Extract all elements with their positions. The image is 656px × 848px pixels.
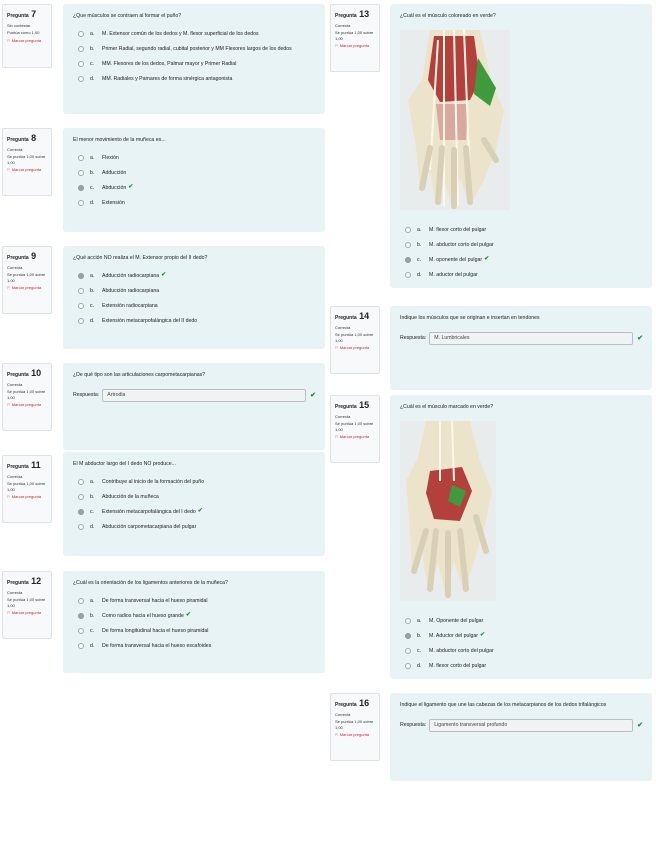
flag-question-button[interactable]: ⚐ Marcar pregunta — [7, 494, 42, 500]
answer-input[interactable]: Artrodia — [102, 389, 306, 402]
answer-option-d[interactable]: d. De forma transversal hacia el hueso escafoides — [73, 642, 316, 650]
check-icon: ✔ — [637, 722, 643, 730]
question-number: Pregunta 15 — [335, 400, 370, 410]
question-state: Correcta — [335, 23, 351, 29]
question-info-16 — [330, 693, 380, 761]
question-state: Correcta — [7, 382, 23, 388]
answer-option-c[interactable]: c. MM. Flexores de los dedos, Palmar mayor y Primer Radial — [73, 60, 316, 68]
answer-row — [73, 389, 316, 402]
answer-option-a[interactable]: a. Adducción radiocarpiana ✔ — [73, 272, 316, 280]
question-text: ¿Cuál es la orientación de los ligamentos anteriores de la muñeca? — [73, 580, 228, 586]
answer-option-c[interactable]: c. M. abductor corto del pulgar — [400, 647, 643, 655]
flag-question-button[interactable]: ⚐ Marcar pregunta — [7, 610, 42, 616]
question-state: Correcta — [7, 265, 23, 271]
radio-button[interactable] — [405, 272, 411, 278]
check-icon: ✔ — [161, 271, 167, 278]
answer-option-c[interactable]: c. M. oponente del pulgar ✔ — [400, 256, 643, 264]
question-content-7 — [63, 4, 325, 114]
flag-question-button[interactable]: ⚐ Marcar pregunta — [335, 732, 370, 738]
question-state: Correcta — [7, 474, 23, 480]
question-text: Indique los músculos que se originan e insertan en tendones — [400, 315, 540, 321]
flag-question-button[interactable]: ⚐ Marcar pregunta — [335, 345, 370, 351]
radio-button[interactable] — [78, 494, 84, 500]
question-info-12 — [2, 571, 52, 639]
question-number: Pregunta 12 — [7, 576, 42, 586]
flag-question-button[interactable]: ⚐ Marcar pregunta — [7, 167, 42, 173]
radio-button[interactable] — [405, 227, 411, 233]
radio-button[interactable] — [78, 524, 84, 530]
check-icon: ✔ — [637, 335, 643, 343]
flag-icon: ⚐ — [7, 285, 11, 291]
question-content-13 — [390, 4, 652, 288]
question-number: Pregunta 8 — [7, 133, 37, 143]
question-state: Sin contestar — [7, 23, 31, 29]
answer-label: Respuesta: — [400, 335, 427, 342]
question-content-9 — [63, 246, 325, 349]
radio-button[interactable] — [78, 479, 84, 485]
check-icon: ✔ — [197, 507, 203, 514]
answer-option-b[interactable]: b. Adducción — [73, 169, 316, 177]
answer-option-b[interactable]: b. Como radios hacia el hueso grande ✔ — [73, 612, 316, 620]
question-number: Pregunta 10 — [7, 368, 42, 378]
answer-option-d[interactable]: d. M. aductor del pulgar — [400, 271, 643, 279]
question-number: Pregunta 16 — [335, 698, 370, 708]
question-info-14 — [330, 306, 380, 374]
question-info-10 — [2, 363, 52, 431]
radio-button[interactable] — [78, 46, 84, 52]
answer-option-a[interactable]: a. De forma transversal hacia el hueso piramidal — [73, 597, 316, 605]
question-text: Indique el ligamento que une las cabezas de los metacarpianos de los dedos trifalángicos — [400, 702, 607, 708]
answer-option-b[interactable]: b. M. Aductor del pulgar ✔ — [400, 632, 643, 640]
question-content-8 — [63, 128, 325, 232]
answer-label: Respuesta: — [400, 722, 427, 729]
radio-button[interactable] — [78, 643, 84, 649]
question-content-15 — [390, 395, 652, 679]
question-grade: Se puntúa 1,00 sobre 1,00 — [335, 331, 374, 343]
question-grade: Se puntúa 1,00 sobre 1,00 — [7, 153, 46, 165]
question-grade: Puntúa como 1,00 — [7, 29, 40, 35]
radio-button[interactable] — [78, 288, 84, 294]
question-info-13 — [330, 4, 380, 72]
answer-option-a[interactable]: a. M. flexor corto del pulgar — [400, 226, 643, 234]
question-state: Correcta — [335, 712, 351, 718]
question-text: ¿Que músculos se contraen al formar el puño? — [73, 13, 182, 19]
radio-button[interactable] — [405, 663, 411, 669]
check-icon: ✔ — [185, 611, 191, 618]
question-grade: Se puntúa 1,00 sobre 1,00 — [335, 420, 374, 432]
check-icon: ✔ — [480, 631, 486, 638]
question-content-10 — [63, 363, 325, 450]
question-number: Pregunta 11 — [7, 460, 41, 470]
hand-anatomy-image — [400, 30, 643, 212]
question-state: Correcta — [335, 414, 351, 420]
question-grade: Se puntúa 1,00 sobre 1,00 — [335, 29, 374, 41]
flag-icon: ⚐ — [335, 43, 339, 49]
question-content-12 — [63, 571, 325, 673]
question-text: ¿Cuál es el músculo marcado en verde? — [400, 404, 494, 410]
flag-icon: ⚐ — [335, 732, 339, 738]
radio-button[interactable] — [405, 618, 411, 624]
radio-button-selected[interactable] — [78, 509, 84, 515]
radio-button[interactable] — [78, 318, 84, 324]
radio-button[interactable] — [78, 598, 84, 604]
answer-option-b[interactable]: b. Abducción de la muñeca — [73, 493, 316, 501]
radio-button-selected[interactable] — [78, 613, 84, 619]
radio-button-selected[interactable] — [405, 257, 411, 263]
flag-icon: ⚐ — [335, 345, 339, 351]
question-grade: Se puntúa 1,00 sobre 1,00 — [7, 271, 46, 283]
question-content-16 — [390, 693, 652, 781]
question-text: El M abductor largo del I dedo NO produce... — [73, 461, 176, 467]
check-icon: ✔ — [128, 183, 134, 190]
question-text: ¿De qué tipo son las articulaciones carpometacarpianas? — [73, 372, 206, 378]
hand-anatomy-image — [400, 421, 643, 603]
answer-row — [400, 332, 643, 345]
radio-button[interactable] — [78, 76, 84, 82]
answer-option-c[interactable]: c. Abducción ✔ — [73, 184, 316, 192]
radio-button-selected[interactable] — [78, 273, 84, 279]
flag-question-button[interactable]: ⚐ Marcar pregunta — [7, 285, 42, 291]
radio-button-selected[interactable] — [405, 633, 411, 639]
answer-option-a[interactable]: a. M. Oponente del pulgar — [400, 617, 643, 625]
question-grade: Se puntúa 1,00 sobre 1,00 — [335, 718, 374, 730]
radio-button[interactable] — [405, 648, 411, 654]
answer-input[interactable]: M. Lumbricales — [429, 332, 633, 345]
question-number: Pregunta 14 — [335, 311, 370, 321]
radio-button-selected[interactable] — [78, 185, 84, 191]
question-grade: Se puntúa 1,00 sobre 1,00 — [7, 596, 46, 608]
question-number: Pregunta 7 — [7, 9, 37, 19]
question-state: Correcta — [335, 325, 351, 331]
flag-question-button[interactable]: ⚐ Marcar pregunta — [335, 434, 370, 440]
radio-button[interactable] — [78, 155, 84, 161]
answer-option-d[interactable]: d. M. flexor corto del pulgar — [400, 662, 643, 670]
radio-button[interactable] — [78, 303, 84, 309]
question-number: Pregunta 9 — [7, 251, 37, 261]
check-icon: ✔ — [310, 392, 316, 400]
flag-icon: ⚐ — [7, 167, 11, 173]
flag-icon: ⚐ — [7, 402, 11, 408]
flag-question-button[interactable]: ⚐ Marcar pregunta — [7, 402, 42, 408]
answer-option-c[interactable]: c. De forma longitudinal hacia el hueso piramidal — [73, 627, 316, 635]
answer-option-a[interactable]: a. Contribuye al inicio de la formación del puño — [73, 478, 316, 486]
question-info-7 — [2, 4, 52, 68]
flag-icon: ⚐ — [7, 494, 11, 500]
answer-option-a[interactable]: a. M. Extensor común de los dedos y M. flexor superficial de los dedos — [73, 30, 316, 38]
question-content-14 — [390, 306, 652, 390]
question-grade: Se puntúa 1,00 sobre 1,00 — [7, 388, 46, 400]
answer-option-a[interactable]: a. Flexión — [73, 154, 316, 162]
question-text: ¿Cuál es el músculo coloreado en verde? — [400, 13, 496, 19]
question-number: Pregunta 13 — [335, 9, 370, 19]
question-info-8 — [2, 128, 52, 196]
question-grade: Se puntúa 1,00 sobre 1,00 — [7, 480, 46, 492]
answer-option-b[interactable]: b. Primer Radial, segundo radial, cubital posterior y MM Flexores largos de los dedos — [73, 45, 316, 53]
question-text: ¿Qué acción NO realiza el M. Extensor propio del II dedo? — [73, 255, 208, 261]
answer-option-d[interactable]: d. MM. Radiales y Pamares de forma sinérgica antagonista — [73, 75, 316, 83]
flag-icon: ⚐ — [7, 610, 11, 616]
question-state: Correcta — [7, 590, 23, 596]
answer-row — [400, 719, 643, 732]
flag-question-button[interactable]: ⚐ Marcar pregunta — [335, 43, 370, 49]
flag-question-button[interactable]: ⚐ Marcar pregunta — [7, 37, 42, 43]
question-info-11 — [2, 455, 52, 523]
answer-option-c[interactable]: c. Extensión metacarpofalángica del I dedo ✔ — [73, 508, 316, 516]
radio-button[interactable] — [78, 61, 84, 67]
flag-icon: ⚐ — [335, 434, 339, 440]
question-state: Correcta — [7, 147, 23, 153]
radio-button[interactable] — [405, 242, 411, 248]
radio-button[interactable] — [78, 200, 84, 206]
question-info-15 — [330, 395, 380, 463]
answer-option-d[interactable]: d. Extensión — [73, 199, 316, 207]
question-content-11 — [63, 452, 325, 556]
radio-button[interactable] — [78, 628, 84, 634]
answer-option-b[interactable]: b. Abducción radiocarpiana — [73, 287, 316, 295]
question-info-9 — [2, 246, 52, 314]
answer-option-d[interactable]: d. Abducción carpometacarpiana del pulgar — [73, 523, 316, 531]
answer-option-c[interactable]: c. Extensión radiocarpiana — [73, 302, 316, 310]
radio-button[interactable] — [78, 170, 84, 176]
answer-input[interactable]: Ligamento transversal profundo — [429, 719, 633, 732]
flag-icon: ⚐ — [7, 37, 11, 43]
answer-label: Respuesta: — [73, 392, 100, 399]
radio-button[interactable] — [78, 31, 84, 37]
answer-option-d[interactable]: d. Extensión metacarpofalángica del II dedo — [73, 317, 316, 325]
check-icon: ✔ — [484, 255, 490, 262]
answer-option-b[interactable]: b. M. abductor corto del pulgar — [400, 241, 643, 249]
question-text: El menor movimiento de la muñeca es... — [73, 137, 166, 143]
